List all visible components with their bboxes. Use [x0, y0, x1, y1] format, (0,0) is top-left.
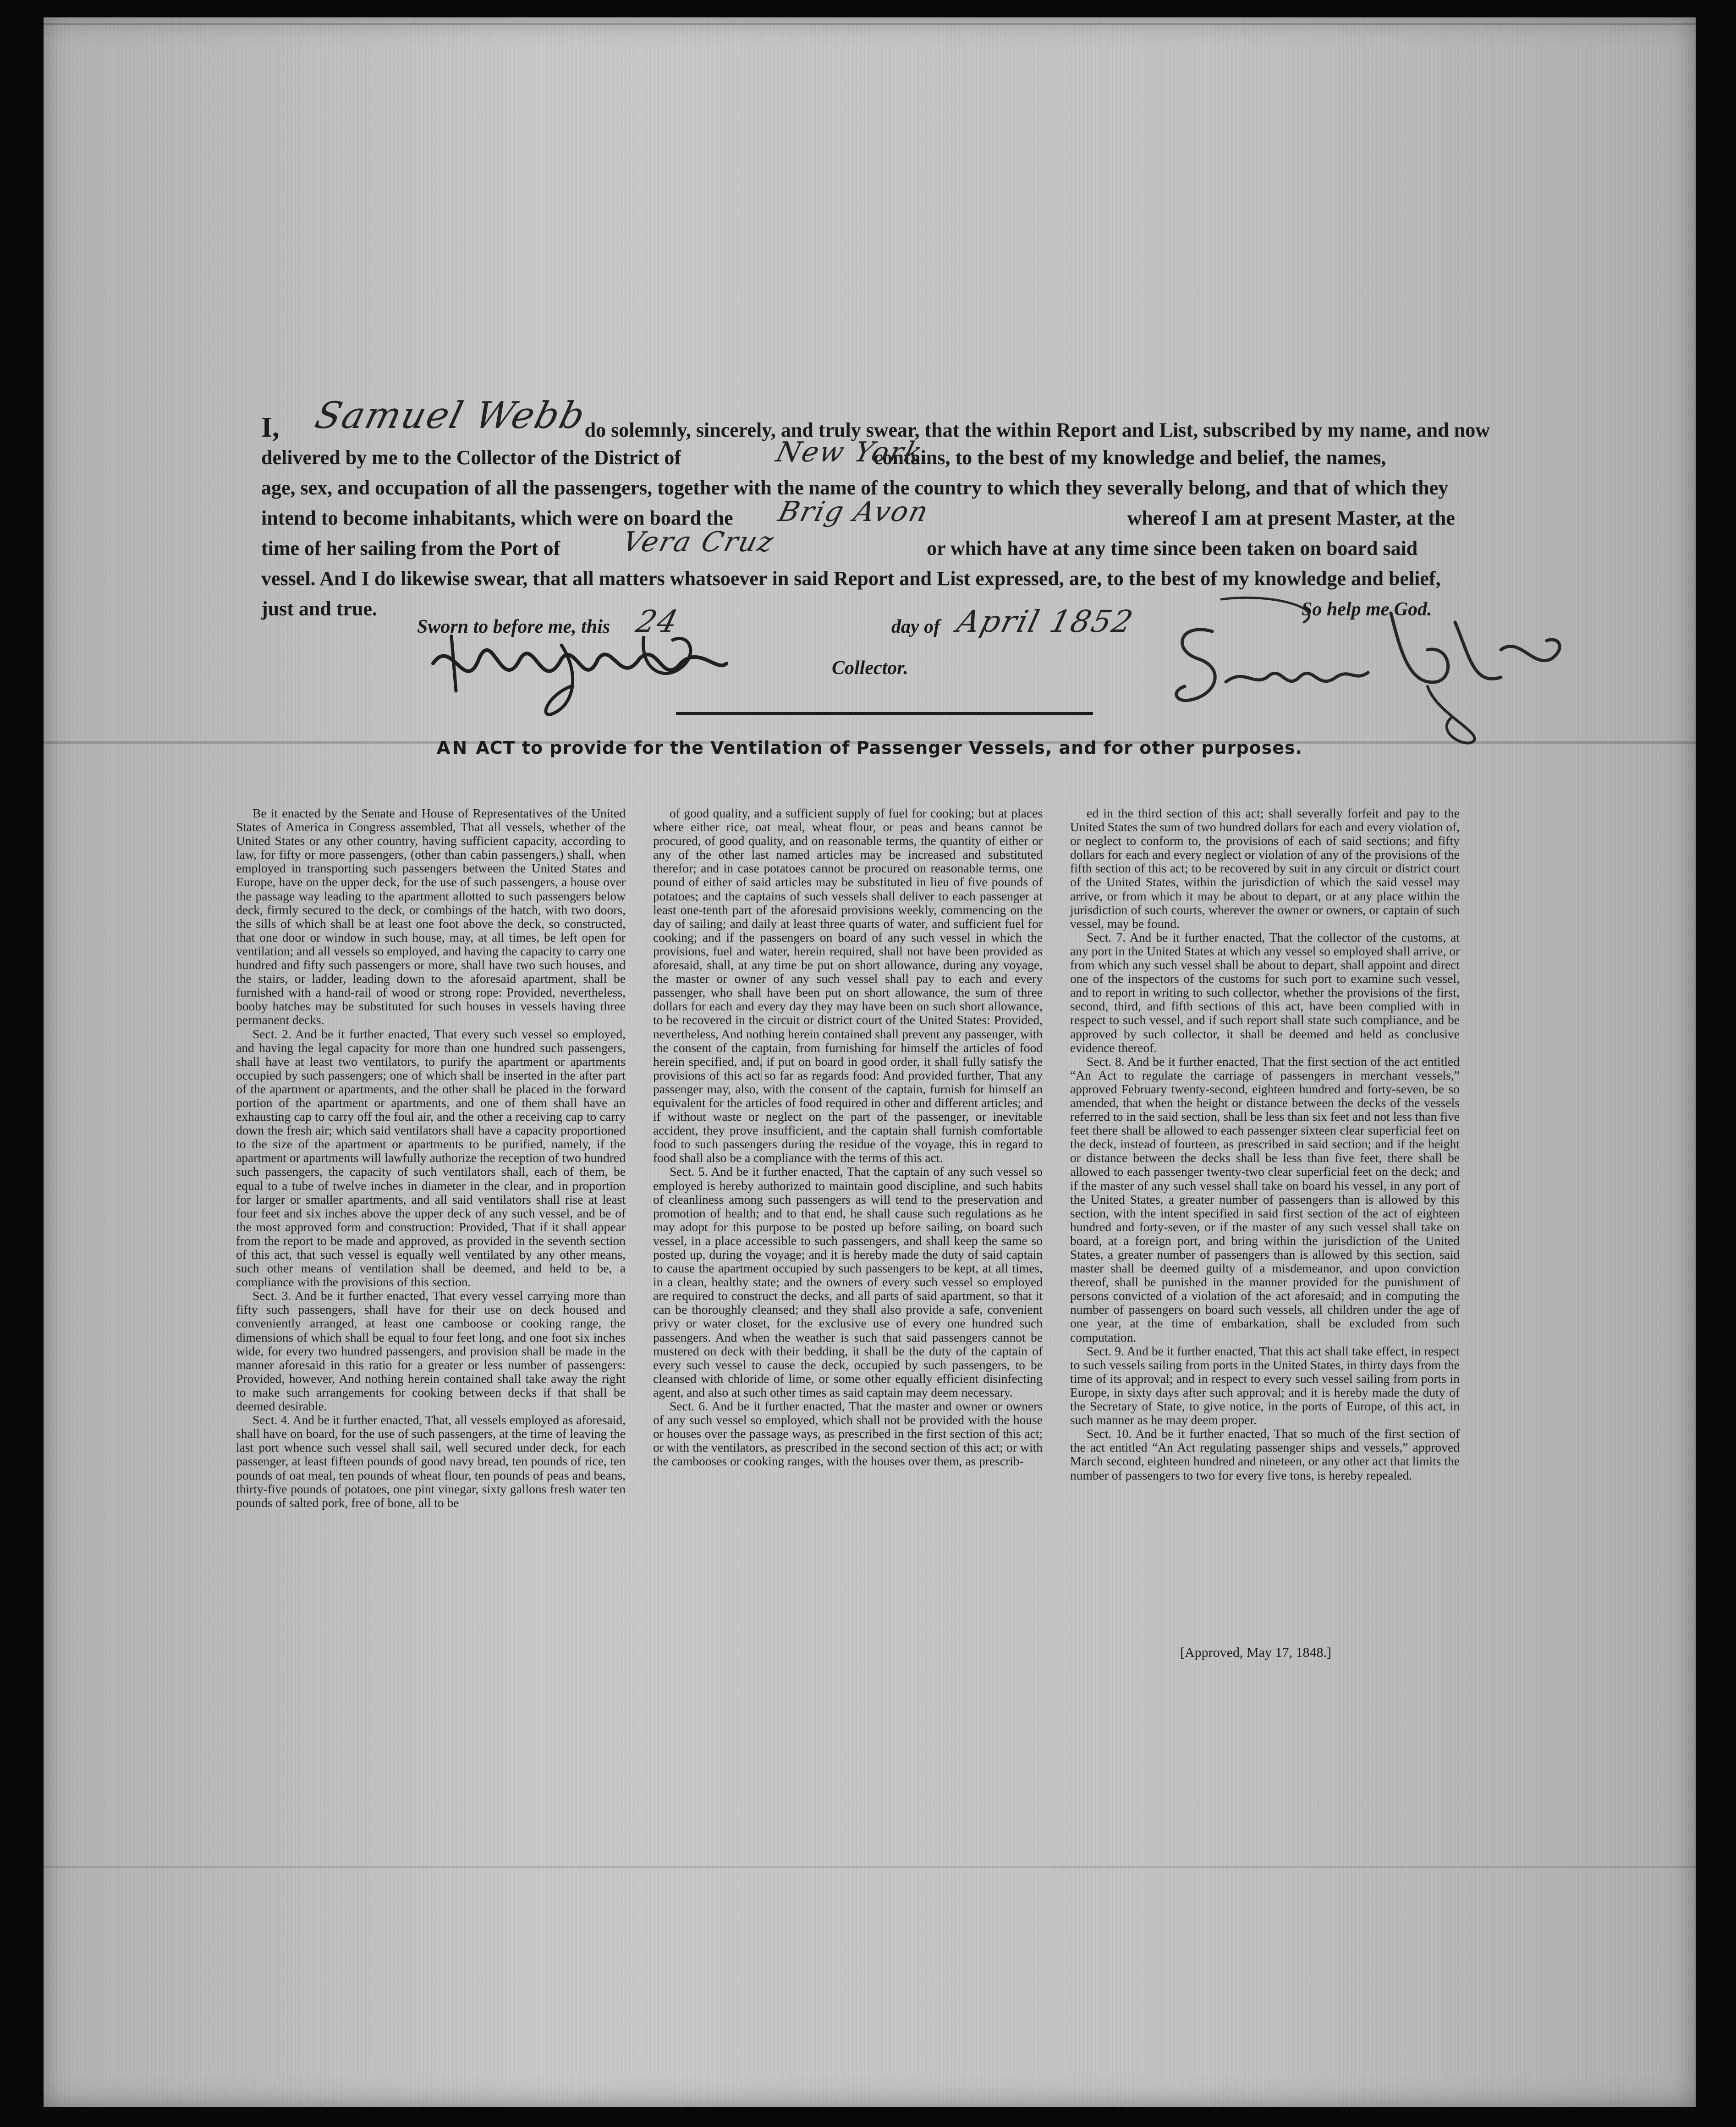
act-column-3	[1070, 806, 1460, 1482]
vessel-handwritten: Brig Avon	[775, 496, 933, 528]
oath-line-6-text: vessel. And I do likewise swear, that all matters whatsoever in said Report and List expressed, are, to the best of my knowledge and belief,	[261, 567, 1441, 590]
oath-line-4-text-b: whereof I am at present Master, at the	[1127, 507, 1455, 529]
oath-line-5-text-a: time of her sailing from the Port of	[261, 537, 560, 559]
act-title-an: AN	[436, 738, 470, 758]
act-column-2	[653, 806, 1043, 1469]
act-title-rest: ACT to provide for the Ventilation of Passenger Vessels, and for other purposes.	[476, 738, 1303, 758]
fold-line	[44, 1866, 1696, 1868]
act-title	[44, 738, 1696, 758]
oath-line-1-text: do solemnly, sincerely, and truly swear, that the within Report and List, subscribed by my name, and now	[584, 419, 1490, 441]
master-signature	[1153, 595, 1602, 746]
signer-name-handwritten: Samuel Webb	[311, 394, 591, 437]
act-paragraph: Sect. 7. And be it further enacted, That the collector of the customs, at any port in the United States at which any vessel so employed shall arrive, or from which any such vessel shall be about to depart, shall appoint and direct one of the inspectors of the customs for such port to examine such vessel, and to report in writing to such collector, whether the provisions of the first, second, third, and fifth sections of this act, have been complied with in respect to such vessel, and if such report shall state such compliance, and be approved by such collector, it shall be deemed and held as conclusive evidence thereof.	[1070, 930, 1460, 1055]
act-paragraph: Sect. 4. And be it further enacted, That, all vessels employed as aforesaid, shall have on board, for the use of such passengers, at the time of leaving the last port whence such vessel shall sail, well secured under deck, for each passenger, at least fifteen pounds of good navy bread, ten pounds of rice, ten pounds of oat meal, ten pounds of wheat flour, ten pounds of peas and beans, thirty-five pounds of potatoes, one pint vinegar, sixty gallons fresh water ten pounds of salted pork, free of bone, all to be	[236, 1413, 626, 1510]
act-paragraph: Sect. 8. And be it further enacted, That the first section of the act entitled “An Act to regulate the carriage of passengers in merchant vessels,” approved February twenty-second, eighteen hundred and forty-seven, be so amended, that when the height or distance between the decks of the vessels referred to in the said section, shall be less than six feet and not less than five feet there shall be allowed to each passenger sixteen clear superficial feet on the deck, instead of fourteen, as prescribed in said section; and if the height or distance between the decks shall be less than five feet, there shall be allowed to each passenger twenty-two clear superficial feet on the deck; and if the master of any such vessel shall take on board his vessel, in any port of the United States, a greater number of passengers than is allowed by this section, with the intent specified in said first section of the act of eighteen hundred and forty-seven, or if the master of any such vessel shall take on board, at a foreign port, and bring within the jurisdiction of the United States, a greater number of passengers than is allowed by this section, said master shall be deemed guilty of a misdemeanor, and upon conviction thereof, shall be punished in the manner provided for the punishment of persons convicted of a violation of the act aforesaid; and in computing the number of passengers on board such vessels, all children under the age of one year, at the time of embarkation, shall be excluded from such computation.	[1070, 1054, 1460, 1344]
oath-line-2-text-a: delivered by me to the Collector of the District of	[261, 446, 681, 469]
act-paragraph: Sect. 2. And be it further enacted, That every such vessel so employed, and having the legal capacity for more than one hundred such passengers, shall have at least two ventilators, to purify the apartment or apartments occupied by such passengers; one of which shall be inserted in the after part of the apartment or apartments, and the other shall be placed in the forward portion of the apartment or apartments, and one of them shall have an exhausting cap to carry off the foul air, and the other a receiving cap to carry down the fresh air; which said ventilators shall have a capacity proportioned to the size of the apartment or apartments to be purified, namely, if the apartment or apartments will lawfully authorize the reception of two hundred such passengers, the capacity of such ventilators shall, each of them, be equal to a tube of twelve inches in diameter in the clear, and in proportion for larger or smaller apartments, and all said ventilators shall rise at least four feet and six inches above the upper deck of any such vessel, and be of the most approved form and construction: Provided, That if it shall appear from the report to be made and approved, as provided in the seventh section of this act, that such vessel is equally well ventilated by any other means, such other means of ventilation shall be deemed, and held to be, a compliance with the provisions of this section.	[236, 1026, 626, 1289]
act-paragraph: of good quality, and a sufficient supply of fuel for cooking; but at places where either rice, oat meal, wheat flour, or peas and beans cannot be procured, of good quality, and on reasonable terms, the quantity of either or any of the other last named articles may be increased and substituted therefor; and in case potatoes cannot be procured on reasonable terms, one pound of either of said articles may be substituted in lieu of five pounds of potatoes; and the captains of such vessels shall deliver to each passenger at least one-tenth part of the aforesaid provisions weekly, commencing on the day of sailing; and daily at least three quarts of water, and sufficient fuel for cooking; and if the passengers on board of any such vessel in which the provisions, fuel and water, herein required, shall not have been provided as aforesaid, shall, at any time be put on short allowance, during any voyage, the master or owner of any such vessel shall pay to each and every passenger, who shall have been put on short allowance, the sum of three dollars for each and every day they may have been on such short allowance, to be recovered in the circuit or district court of the United States: Provided, nevertheless, And nothing herein contained shall prevent any passenger, with the consent of the captain, from furnishing for himself the articles of food herein specified, and, if put on board in good order, it shall fully satisfy the provisions of this act so far as regards food: And provided further, That any passenger may, also, with the consent of the captain, furnish for himself an equivalent for the articles of food required in other and different articles; and if without waste or neglect on the part of the passenger, or inevitable accident, they prove insufficient, and the captain shall furnish comfortable food to such passengers during the residue of the voyage, this in regard to food shall also be a compliance with the terms of this act.	[653, 806, 1043, 1165]
act-paragraph: Sect. 9. And be it further enacted, That this act shall take effect, in respect to such vessels sailing from ports in the United States, in thirty days from the time of its approval; and in respect to every such vessel sailing from ports in Europe, in sixty days after such approval; and it is hereby made the duty of the Secretary of State, to give notice, in the ports of Europe, of this act, in such manner as he may deem proper.	[1070, 1343, 1460, 1427]
act-paragraph: Sect. 10. And be it further enacted, That so much of the first section of the act entitled “An Act regulating passenger ships and vessels,” approved March second, eighteen hundred and nineteen, or any other act that limits the number of passengers to two for every five tons, is hereby repealed.	[1070, 1426, 1460, 1482]
act-paragraph: Be it enacted by the Senate and House of Representatives of the United States of America in Congress assembled, That all vessels, whether of the United States or any other country, having sufficient capacity, according to law, for fifty or more passengers, (other than cabin passengers,) shall, when employed in transporting such passengers between the United States and Europe, have on the upper deck, for the use of such passengers, a house over the passage way leading to the apartment allotted to such passengers below deck, firmly secured to the deck, or combings of the hatch, with two doors, the sills of which shall be at least one foot above the deck, so constructed, that one door or window in such house, may, at all times, be left open for ventilation; and all vessels so employed, and having the capacity to carry one hundred and fifty such passengers or more, shall have two such houses, and the stairs, or ladder, leading down to the aforesaid apartment, shall be furnished with a hand-rail of wood or strong rope: Provided, nevertheless, booby hatches may be substituted for such houses in vessels having three permanent decks.	[236, 806, 626, 1027]
oath-line-7-text: just and true.	[261, 598, 378, 620]
act-paragraph: Sect. 5. And be it further enacted, That the captain of any such vessel so employed is hereby authorized to maintain good discipline, and such habits of cleanliness among such passengers as will tend to the preservation and promotion of health; and to that end, he shall cause such regulations as he may adopt for this purpose to be posted up before sailing, on board such vessel, in a place accessible to such passengers, and shall keep the same so posted up, during the voyage; and it is hereby made the duty of said captain to cause the apartment occupied by such passengers to be kept, at all times, in a clean, healthy state; and the owners of every such vessel so employed are required to construct the decks, and all parts of said apartment, so that it can be thoroughly cleansed; and they shall also provide a safe, convenient privy or water closet, for the exclusive use of every one hundred such passengers. And when the weather is such that said passengers cannot be mustered on deck with their bedding, it shall be the duty of the captain of every such vessel to cause the deck, occupied by such passengers, to be cleansed with chloride of lime, or some other equally efficient disinfecting agent, and also at such other times as said captain may deem necessary.	[653, 1164, 1043, 1399]
oath-line-4-text-a: intend to become inhabitants, which were on board the	[261, 507, 733, 529]
act-paragraph: Sect. 6. And be it further enacted, That the master and owner or owners of any such vessel so employed, which shall not be provided with the house or houses over the passage ways, as prescribed in the first section of this act; or with the ventilators, as prescribed in the second section of this act; or with the cambooses or cooking ranges, with the houses over them, as prescrib-	[653, 1399, 1043, 1469]
oath-line-5-text-b: or which have at any time since been taken on board said	[927, 537, 1418, 559]
document-page	[44, 17, 1696, 2107]
act-column-1	[236, 806, 626, 1510]
sworn-label: Sworn to before me, this	[417, 616, 610, 637]
oath-line-2-text-b: contains, to the best of my knowledge and belief, the names,	[873, 446, 1386, 469]
collector-signature	[424, 608, 772, 728]
sworn-day-handwritten: 24	[632, 604, 683, 639]
fold-line	[44, 23, 1696, 25]
act-paragraph: Sect. 3. And be it further enacted, That every vessel carrying more than fifty such passengers, shall have for their use on deck housed and conveniently arranged, at least one camboose or cooking range, the dimensions of which shall be equal to four feet long, and one foot six inches wide, for every two hundred passengers, and provision shall be made in the manner aforesaid in this ratio for a greater or less number of passengers: Provided, however, And nothing herein contained shall take away the right to make such arrangements for cooking between decks if that shall be deemed desirable.	[236, 1288, 626, 1414]
act-paragraph: ed in the third section of this act; shall severally forfeit and pay to the United States the sum of two hundred dollars for each and every violation of, or neglect to conform to, the provisions of each of said sections; and fifty dollars for each and every neglect or violation of any of the provisions of the fifth section of this act; to be recovered by suit in any circuit or district court of the United States, within the jurisdiction of which the said vessel may arrive, or from which it may be about to depart, or at any place within the jurisdiction of such courts, wherever the owner or owners, or captain of such vessel, may be found.	[1070, 806, 1460, 931]
port-handwritten: Vera Cruz	[619, 526, 778, 558]
day-of-label: day of	[891, 616, 940, 637]
collector-label: Collector.	[832, 658, 908, 679]
oath-line-6	[261, 563, 1441, 595]
approval-date: [Approved, May 17, 1848.]	[1180, 1645, 1331, 1660]
section-divider	[676, 712, 1093, 715]
oath-line-5	[261, 532, 1417, 565]
so-help-me-god: So help me God.	[1302, 599, 1432, 620]
oath-line-3-text: age, sex, and occupation of all the passengers, together with the name of the country to which they severally belong, and that of which they	[261, 477, 1449, 499]
sworn-month-handwritten: April 1852	[953, 604, 1138, 639]
oath-line-7	[261, 593, 377, 625]
district-handwritten: New York	[773, 436, 927, 468]
oath-i: I,	[261, 412, 280, 443]
